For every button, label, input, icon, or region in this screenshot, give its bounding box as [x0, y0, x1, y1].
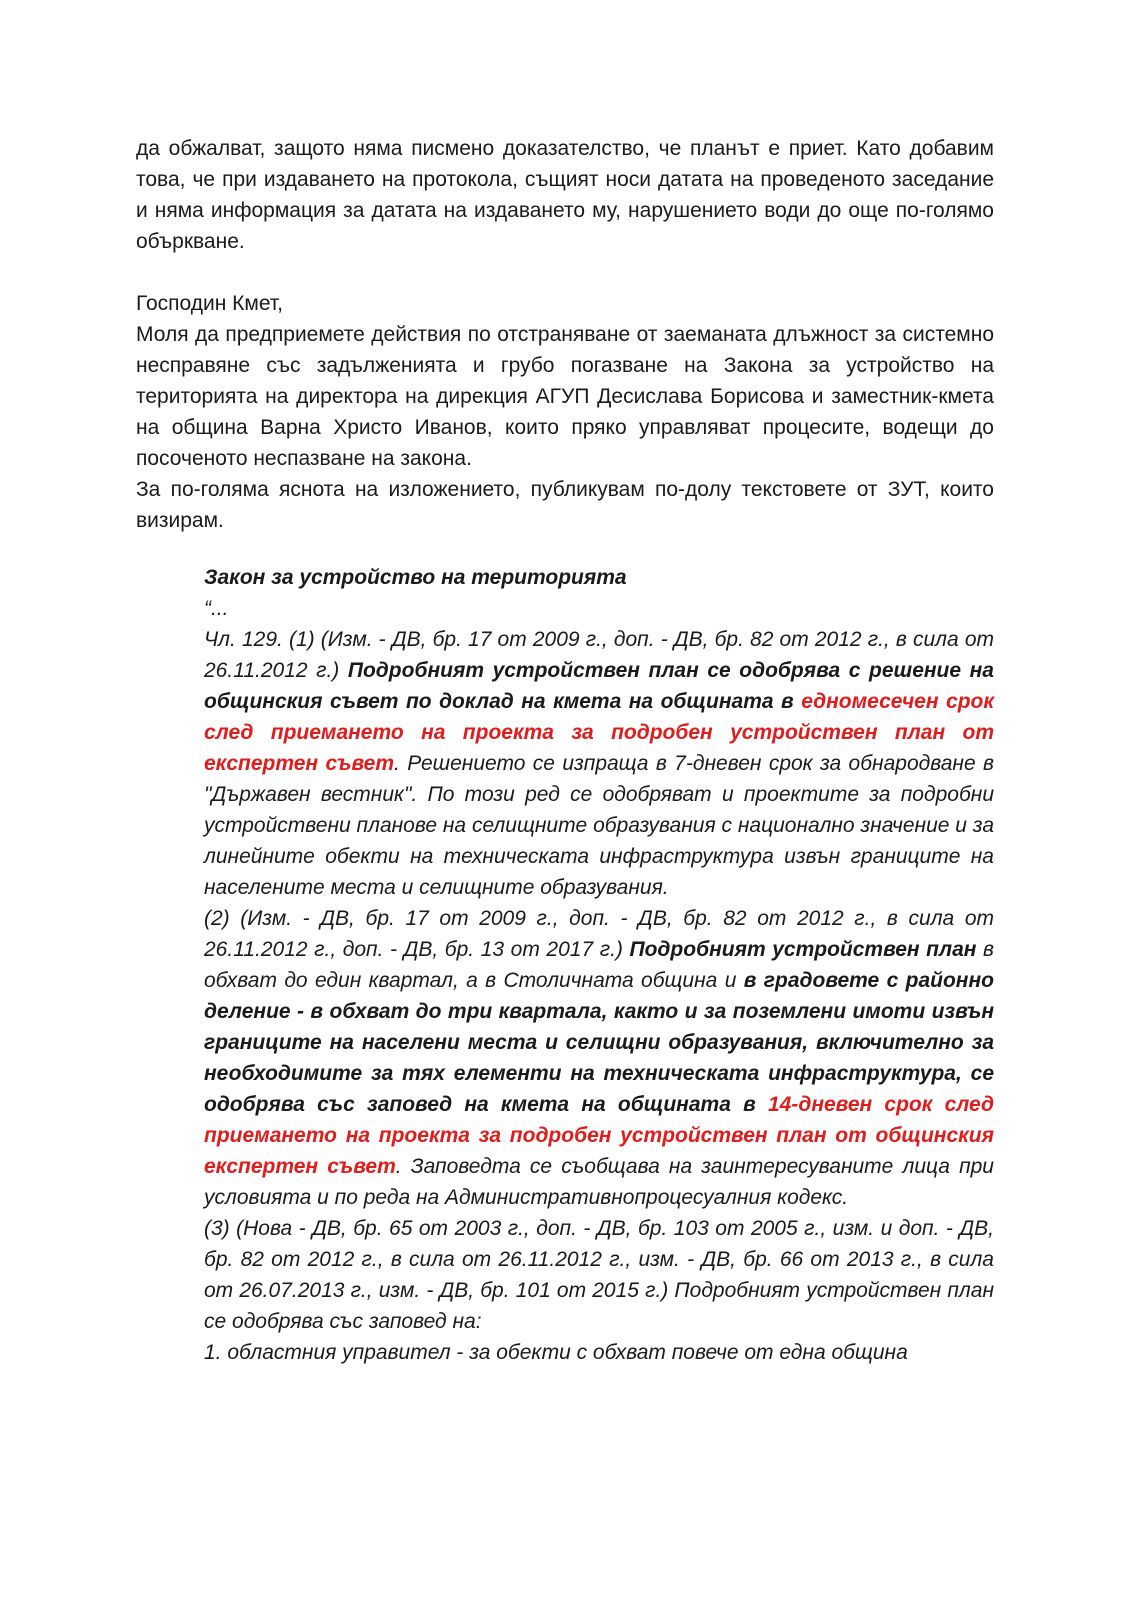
article-129-paragraph-1 — [204, 624, 994, 903]
article-2-bold-text-2: в градовете с районно деление - в обхват до три квартала, както и за поземлени имоти извън границите на населени места и селищни образувания, включително за необходимите за тях елементи на техническата инфраструктура, се одобрява със заповед на кмета на общината в — [204, 969, 994, 1116]
article-129-paragraph-3: (3) (Нова - ДВ, бр. 65 от 2003 г., доп. - ДВ, бр. 103 от 2005 г., изм. и доп. - ДВ, бр. 82 от 2012 г., в сила от 26.11.2012 г., изм. - ДВ, бр. 66 от 2013 г., в сила от 26.07.2013 г., изм. - ДВ, бр. 101 от 2015 г.) Подробният устройствен план се одобрява със заповед на: — [204, 1217, 994, 1333]
intro-block — [136, 133, 994, 257]
article-2-plain-text: в обхват до един квартал, а в Столичната община и — [204, 938, 995, 992]
law-title: Закон за устройство на територията — [204, 566, 627, 589]
letter-block — [136, 288, 994, 536]
article-1-bold-text: Подробният устройствен план се одобрява с решение на общинския съвет по доклад на кмета на общината в — [204, 659, 994, 713]
article-1-highlight: едномесечен срок след приемането на проекта за подробен устройствен план от експертен съвет — [204, 690, 994, 775]
article-129-item-1: 1. областния управител - за обекти с обхват повече от една община — [204, 1341, 908, 1364]
article-129-paragraph-2 — [204, 903, 994, 1213]
article-2-bold-text-1: Подробният устройствен план — [629, 938, 977, 961]
clarification-paragraph: За по-голяма яснота на изложението, публикувам по-долу текстовете от ЗУТ, които визирам. — [136, 478, 994, 532]
salutation: Господин Кмет, — [136, 292, 283, 315]
article-2-highlight: 14-дневен срок след приемането на проекта за подробен устройствен план от общинския експертен съвет — [204, 1093, 994, 1178]
quote-open: “... — [204, 597, 229, 620]
request-paragraph: Моля да предприемете действия по отстраняване от заеманата длъжност за системно несправяне със задълженията и грубо погазване на Закона за устройство на територията на директора на дирекция АГУП Десислава Борисова и заместник-кмета на община Варна Христо Иванов, които пряко управляват процесите, водещи до посоченото неспазване на закона. — [136, 323, 994, 470]
article-1-reference: Чл. 129. (1) (Изм. - ДВ, бр. 17 от 2009 г., доп. - ДВ, бр. 82 от 2012 г., в сила от 26.11.2012 г.) — [204, 628, 994, 682]
law-quote — [204, 562, 994, 1368]
article-2-rest: . Заповедта се съобщава на заинтересуваните лица при условията и по реда на Административнопроцесуалния кодекс. — [204, 1155, 994, 1209]
article-2-reference: (2) (Изм. - ДВ, бр. 17 от 2009 г., доп. - ДВ, бр. 82 от 2012 г., в сила от 26.11.2012 г., доп. - ДВ, бр. 13 от 2017 г.) — [204, 907, 994, 961]
intro-paragraph: да обжалват, защото няма писмено доказателство, че планът е приет. Като добавим това, че при издаването на протокола, същият носи датата на проведеното заседание и няма информация за датата на издаването му, нарушението води до още по-голямо объркване. — [136, 137, 994, 253]
article-1-rest: . Решението се изпраща в 7-дневен срок за обнародване в "Държавен вестник". По този ред се одобряват и проектите за подробни устройствени планове на селищните образувания с национално значение и за линейните обекти на техническата инфраструктура извън границите на населените места и селищните образувания. — [204, 752, 994, 899]
